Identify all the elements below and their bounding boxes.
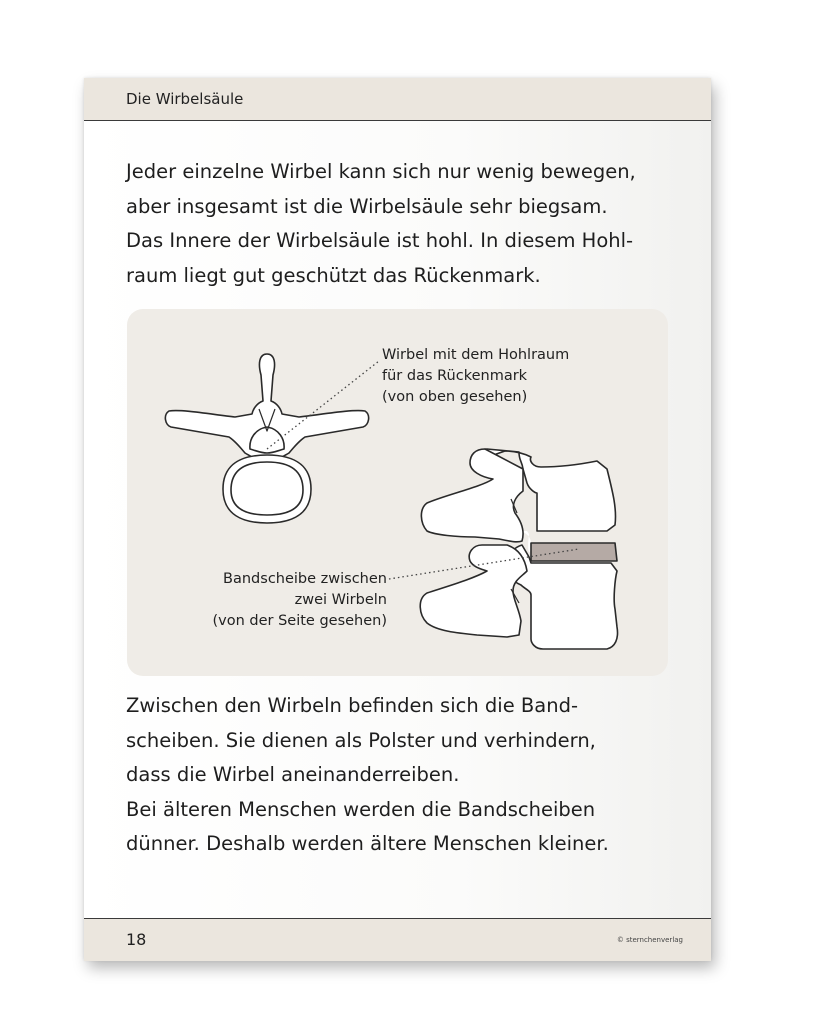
page-number: 18 [126, 930, 147, 949]
book-page [84, 78, 711, 960]
paragraph-discs [126, 689, 609, 862]
text-line: dass die Wirbel aneinanderreiben. [126, 763, 460, 786]
label-line: zwei Wirbeln [294, 592, 387, 608]
text-line: Zwischen den Wirbeln befinden sich die Band- [126, 694, 578, 717]
page-header [84, 78, 711, 121]
label-line: Bandscheibe zwischen [223, 571, 387, 587]
label-line: Wirbel mit dem Hohlraum [382, 347, 570, 363]
text-line: Jeder einzelne Wirbel kann sich nur wenig bewegen, [126, 160, 636, 183]
paragraph-intro [126, 155, 636, 293]
vertebra-top-view [165, 354, 368, 523]
text-line: scheiben. Sie dienen als Polster und verhindern, [126, 728, 596, 752]
page-title: Die Wirbelsäule [126, 90, 244, 108]
publisher-credit: © sternchenverlag [616, 936, 683, 944]
label-line: (von oben gesehen) [382, 389, 528, 405]
text-line: Das Innere der Wirbelsäule ist hohl. In diesem Hohl- [126, 229, 634, 252]
label-line: (von der Seite gesehen) [212, 613, 387, 629]
text-line: dünner. Deshalb werden ältere Menschen kleiner. [126, 832, 609, 855]
label-vertebra-top-view [382, 345, 569, 408]
text-line: raum liegt gut geschützt das Rückenmark. [126, 263, 541, 287]
label-line: für das Rückenmark [382, 368, 528, 384]
text-line: aber insgesamt ist die Wirbelsäule sehr biegsam. [126, 194, 608, 218]
page-footer [84, 918, 711, 961]
label-intervertebral-disc [187, 569, 387, 632]
vertebrae-side-view [420, 449, 617, 649]
spine-illustration [127, 309, 668, 676]
text-line: Bei älteren Menschen werden die Bandscheiben [126, 797, 596, 821]
